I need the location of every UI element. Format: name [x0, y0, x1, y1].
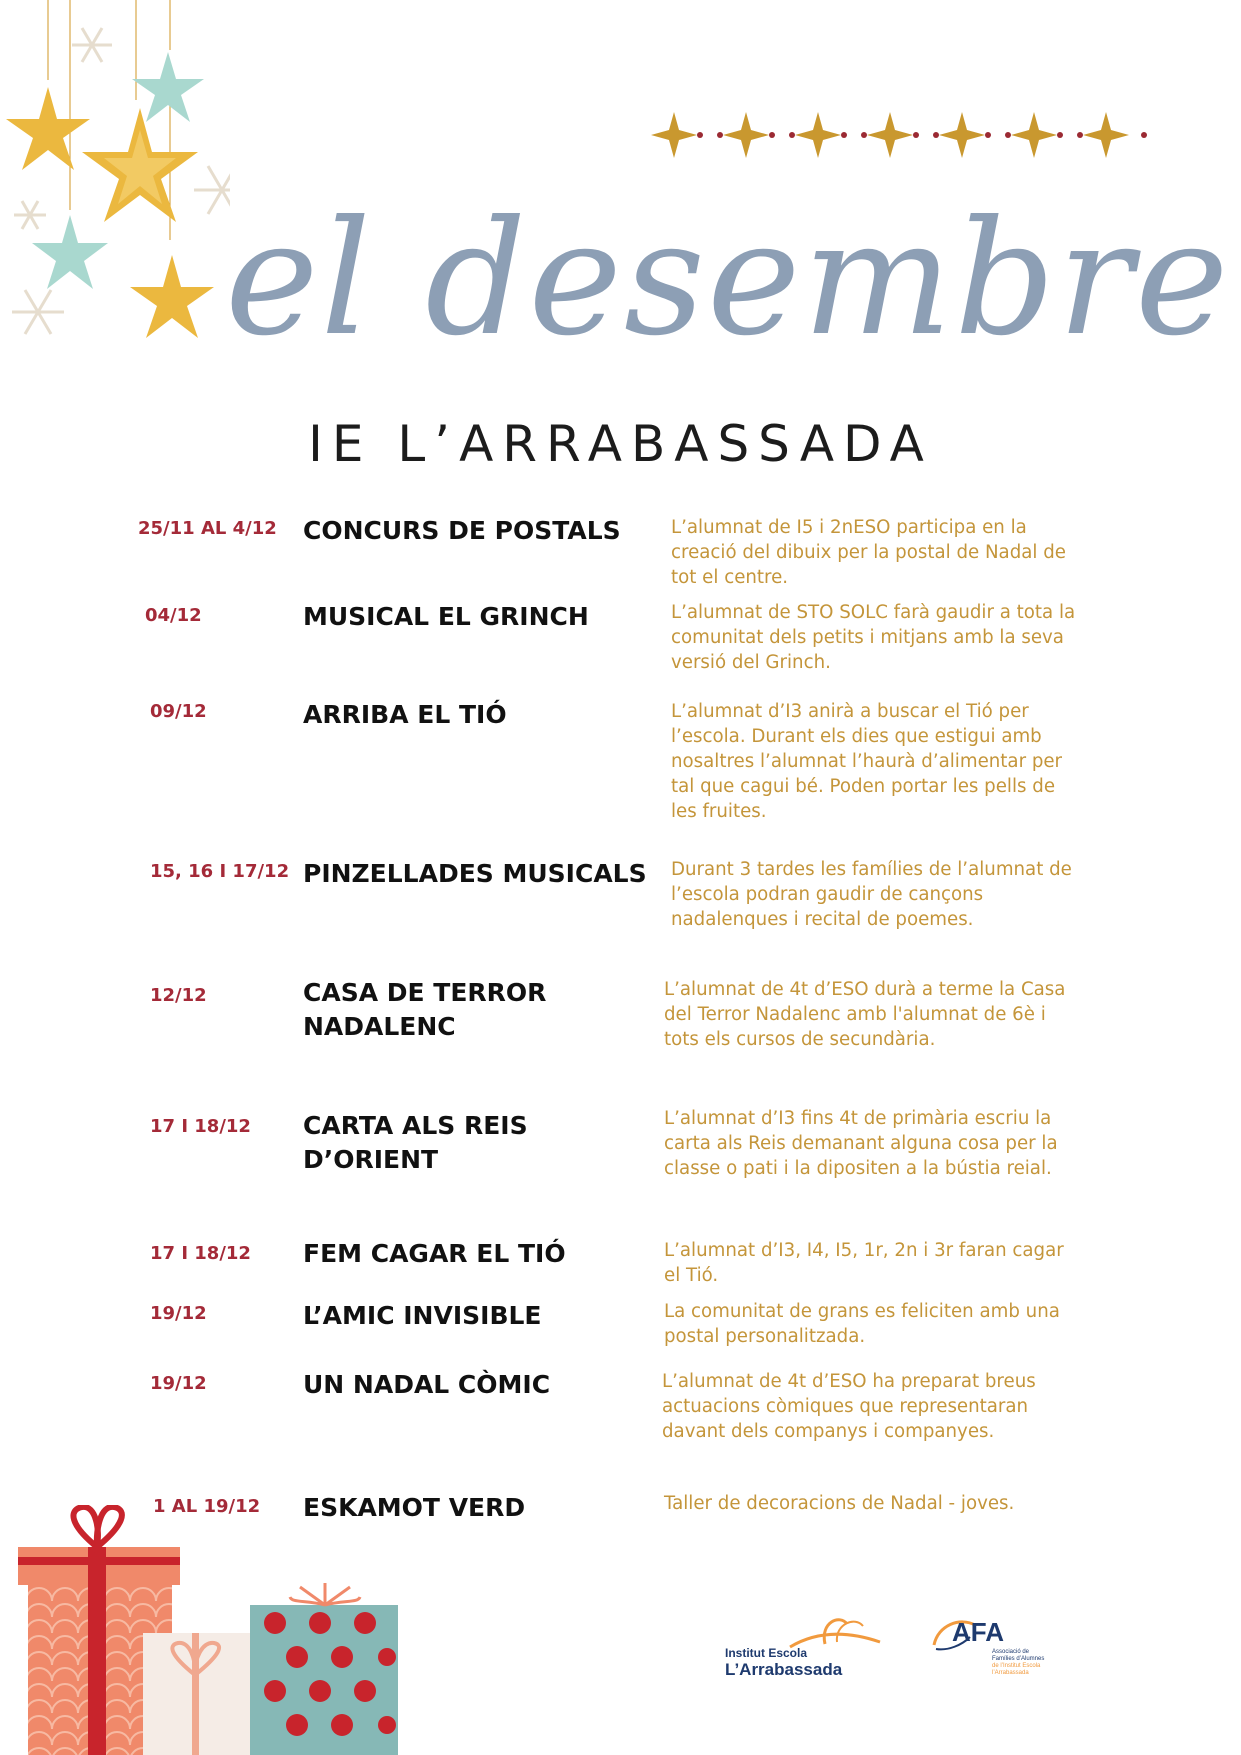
- event-description: Taller de decoracions de Nadal - joves.: [664, 1493, 1015, 1514]
- event-title: CONCURS DE POSTALS: [303, 516, 621, 545]
- event-date: 1 AL 19/12: [153, 1496, 261, 1517]
- school-logo-line2: L’Arrabassada: [725, 1660, 843, 1679]
- event-title: ESKAMOT VERD: [303, 1493, 526, 1522]
- event-date: 09/12: [150, 701, 207, 722]
- afa-logo: [930, 1615, 1060, 1685]
- afa-logo-name: AFA: [952, 1617, 1004, 1647]
- school-logo: [715, 1612, 885, 1682]
- event-description: L’alumnat de 4t d’ESO ha preparat breus actuacions còmiques que representaran davant dels companys i companyes.: [662, 1371, 1036, 1442]
- gift-box-icon: [143, 1633, 255, 1755]
- event-description: Durant 3 tardes les famílies de l’alumnat de l’escola podran gaudir de cançons nadalenques i recital de poemes.: [671, 859, 1072, 930]
- event-date: 12/12: [150, 985, 207, 1006]
- event-date: 17 I 18/12: [150, 1116, 251, 1137]
- event-title: ARRIBA EL TIÓ: [303, 700, 507, 729]
- event-description: La comunitat de grans es feliciten amb una postal personalitzada.: [664, 1301, 1060, 1347]
- school-logo-line1: Institut Escola: [725, 1646, 808, 1660]
- stars-garland-decoration: [650, 110, 1155, 160]
- event-description: L’alumnat d’I3, I4, I5, 1r, 2n i 3r faran cagar el Tió.: [664, 1240, 1064, 1286]
- event-description: L’alumnat d’I3 fins 4t de primària escriu la carta als Reis demanant alguna cosa per la classe o pati i la dipositen a la bústia reial.: [664, 1108, 1058, 1179]
- event-date: 19/12: [150, 1303, 207, 1324]
- gift-boxes-illustration: [0, 1505, 420, 1755]
- afa-logo-caption: [992, 1649, 1044, 1677]
- event-title: MUSICAL EL GRINCH: [303, 602, 589, 631]
- afa-caption-line: de l’Institut Escola: [992, 1663, 1041, 1669]
- gold-star-icon: [6, 87, 214, 338]
- event-date: 15, 16 I 17/12: [150, 861, 290, 882]
- event-date: 25/11 AL 4/12: [138, 518, 277, 539]
- event-title: PINZELLADES MUSICALS: [303, 859, 647, 888]
- event-title: FEM CAGAR EL TIÓ: [303, 1239, 566, 1268]
- event-title: CASA DE TERROR NADALENC: [303, 978, 547, 1041]
- event-description: L’alumnat de I5 i 2nESO participa en la creació del dibuix per la postal de Nadal de tot el centre.: [671, 517, 1066, 588]
- event-date: 04/12: [145, 605, 202, 626]
- event-title: CARTA ALS REIS D’ORIENT: [303, 1111, 528, 1174]
- page-subtitle: IE L’ARRABASSADA: [308, 415, 933, 473]
- hanging-stars-decoration: [0, 0, 230, 360]
- event-title: UN NADAL CÒMIC: [303, 1370, 551, 1399]
- event-date: 19/12: [150, 1373, 207, 1394]
- event-description: L’alumnat de STO SOLC farà gaudir a tota la comunitat dels petits i mitjans amb la seva versió del Grinch.: [671, 602, 1076, 673]
- afa-caption-line: Associació de: [992, 1649, 1030, 1655]
- afa-caption-line: Famílies d’Alumnes: [992, 1656, 1045, 1662]
- afa-caption-line: l’Arrabassada: [992, 1670, 1029, 1676]
- page-title: el desembre: [225, 187, 1231, 371]
- event-date: 17 I 18/12: [150, 1243, 251, 1264]
- event-description: L’alumnat d’I3 anirà a buscar el Tió per l’escola. Durant els dies que estigui amb nosaltres l’alumnat l’haurà d’alimentar per tal que cagui bé. Poden portar les pells de les fruites.: [671, 701, 1063, 822]
- gift-box-icon: [250, 1583, 398, 1755]
- event-description: L’alumnat de 4t d’ESO durà a terme la Casa del Terror Nadalenc amb l'alumnat de 6è i tots els cursos de secundària.: [664, 979, 1066, 1050]
- event-title: L’AMIC INVISIBLE: [303, 1301, 542, 1330]
